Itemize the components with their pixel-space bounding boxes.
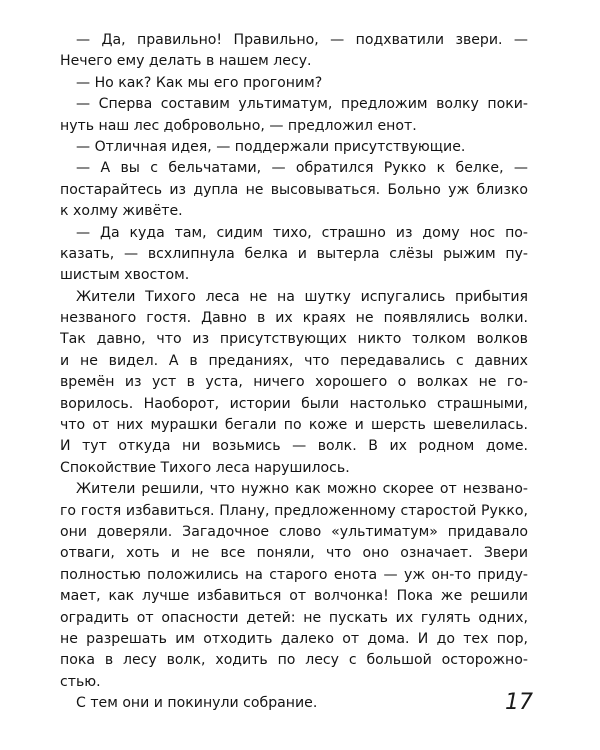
text-line: времён из уст в уста, ничего хорошего о волках не го- [60,374,528,391]
text-line: — Да куда там, сидим тихо, страшно из дому нос по- [76,224,528,241]
text-line: что от них мурашки бегали по коже и шерсть шевелилась. [60,417,528,434]
text-line: — Но как? Как мы его прогоним? [76,74,323,91]
text-line: Жители Тихого леса не на шутку испугались прибытия [76,288,528,305]
text-line: нуть наш лес добровольно, — предложил енот. [60,117,417,134]
text-line: постарайтесь из дупла не высовываться. Больно уж близко [60,181,528,198]
text-line: го гостя избавиться. Плану, предложенному старостой Рукко, [60,502,528,519]
text-line: к холму живёте. [60,203,183,220]
text-line: И тут откуда ни возьмись — волк. В их родном доме. [60,438,528,455]
text-line: не разрешать им отходить далеко от дома. И до тех пор, [60,630,528,647]
text-line: незваного гостя. Давно в их краях не появлялись волки. [60,310,528,327]
text-line: стью. [60,673,101,690]
text-line: полностью положились на старого енота — уж он-то приду- [60,566,528,583]
page-text [60,30,528,715]
text-line: шистым хвостом. [60,267,190,284]
text-line: — Сперва составим ультиматум, предложим волку поки- [76,96,528,113]
text-line: и не видел. А в преданиях, что передавались с давних [60,352,528,369]
text-line: они доверяли. Загадочное слово «ультиматум» придавало [60,523,528,540]
text-line: — А вы с бельчатами, — обратился Рукко к белке, — [76,160,528,177]
text-line: С тем они и покинули собрание. [76,695,318,712]
text-line: мает, как лучше избавиться от волчонка! Пока же решили [60,588,528,605]
text-line: отваги, хоть и не все поняли, что оно означает. Звери [60,545,528,562]
text-line: оградить от опасности детей: не пускать их гулять одних, [60,609,528,626]
text-line: пока в лесу волк, ходить по лесу с большой осторожно- [60,652,528,669]
text-line: казать, — всхлипнула белка и вытерла слёзы рыжим пу- [60,245,528,262]
text-line: — Отличная идея, — поддержали присутствующие. [76,138,466,155]
text-line: Жители решили, что нужно как можно скорее от незвано- [76,481,528,498]
text-line: Нечего ему делать в нашем лесу. [60,53,312,70]
page-number: 17 [505,690,533,715]
text-line: Так давно, что из присутствующих никто толком волков [60,331,528,348]
text-line: ворилось. Наоборот, истории были настолько страшными, [60,395,528,412]
text-line: — Да, правильно! Правильно, — подхватили звери. — [76,32,528,48]
text-line: Спокойствие Тихого леса нарушилось. [60,459,350,476]
